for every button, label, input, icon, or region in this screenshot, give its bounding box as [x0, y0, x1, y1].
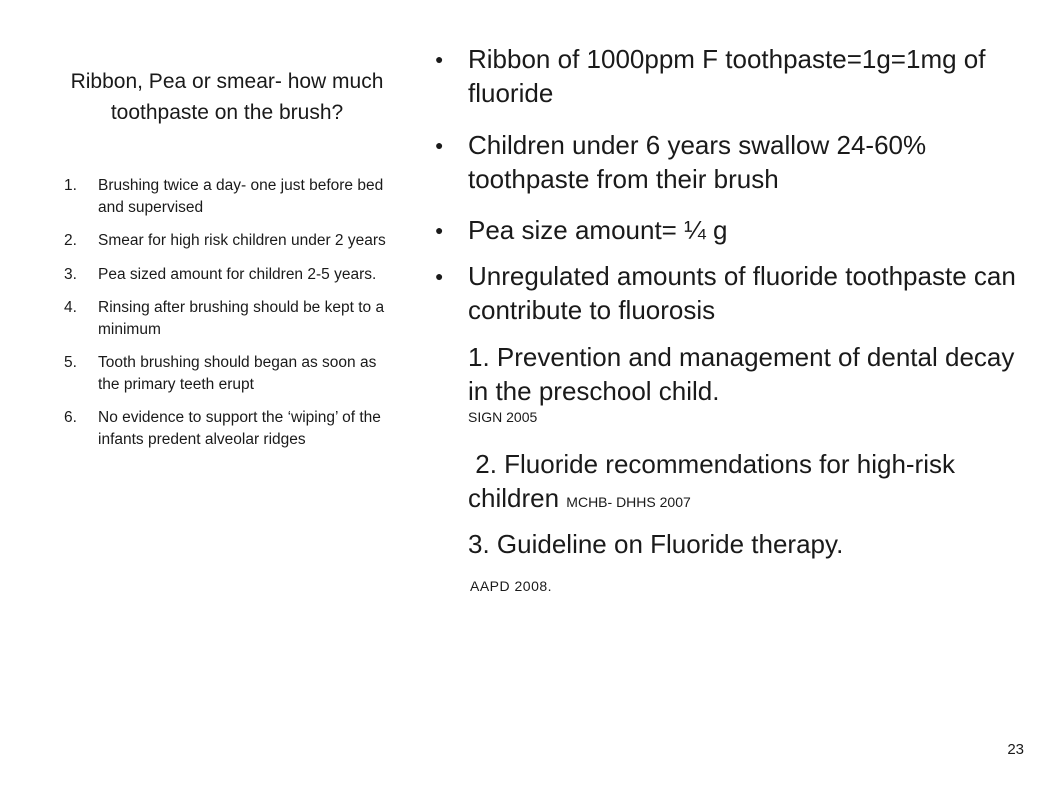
bullet-text: Ribbon of 1000ppm F toothpaste=1g=1mg of fluoride: [468, 44, 986, 108]
reference-1: [468, 340, 1028, 426]
reference-1-source: SIGN 2005: [468, 409, 538, 425]
bullet-icon: ●: [435, 268, 444, 284]
bullet-text: Unregulated amounts of fluoride toothpaste can contribute to fluorosis: [468, 261, 1016, 325]
list-item-number: 3.: [64, 265, 77, 283]
list-item-number: 2.: [64, 232, 77, 249]
reference-1-title: 1. Prevention and management of dental decay in the preschool child.: [468, 342, 1015, 406]
bullet-text: Pea size amount= ¼ g: [468, 215, 728, 245]
bullet-swallow: [432, 128, 1022, 196]
bullet-icon: ●: [435, 137, 444, 153]
list-item-text: Pea sized amount for children 2-5 years.: [98, 265, 377, 283]
list-item: [64, 352, 396, 395]
list-item: [64, 407, 396, 450]
page-number: 23: [1007, 741, 1024, 758]
list-item-number: 5.: [64, 354, 77, 371]
list-item-text: Rinsing after brushing should be kept to a minimum: [98, 299, 385, 338]
list-item-text: Brushing twice a day- one just before bed and supervised: [98, 177, 384, 216]
recommendation-list: [64, 175, 396, 462]
list-item-text: Smear for high risk children under 2 years: [98, 232, 386, 249]
list-item-text: Tooth brushing should began as soon as the primary teeth erupt: [98, 354, 377, 393]
bullet-icon: ●: [435, 51, 444, 67]
slide-title: Ribbon, Pea or smear- how much toothpaste on the brush?: [70, 70, 384, 124]
list-item: [64, 264, 396, 286]
list-item-number: 6.: [64, 409, 77, 426]
list-item-number: 4.: [64, 299, 77, 316]
reference-2-source: MCHB- DHHS 2007: [566, 494, 691, 510]
bullet-icon: ●: [435, 222, 444, 238]
bullet-fluorosis: [432, 259, 1022, 327]
list-item: [64, 175, 396, 218]
reference-3-title: 3. Guideline on Fluoride therapy.: [468, 529, 844, 559]
reference-2-title: 2. Fluoride recommendations for high-risk children: [468, 449, 963, 513]
list-item-text: No evidence to support the ‘wiping’ of the infants predent alveolar ridges: [98, 409, 381, 448]
list-item-number: 1.: [64, 177, 77, 194]
bullet-text: Children under 6 years swallow 24-60% toothpaste from their brush: [468, 130, 927, 194]
list-item: [64, 297, 396, 340]
bullet-ribbon: [432, 42, 1022, 110]
reference-3-source: AAPD 2008.: [470, 578, 553, 594]
bullet-pea-size: [432, 213, 1022, 247]
reference-2: [468, 447, 1028, 515]
list-item: [64, 230, 396, 252]
